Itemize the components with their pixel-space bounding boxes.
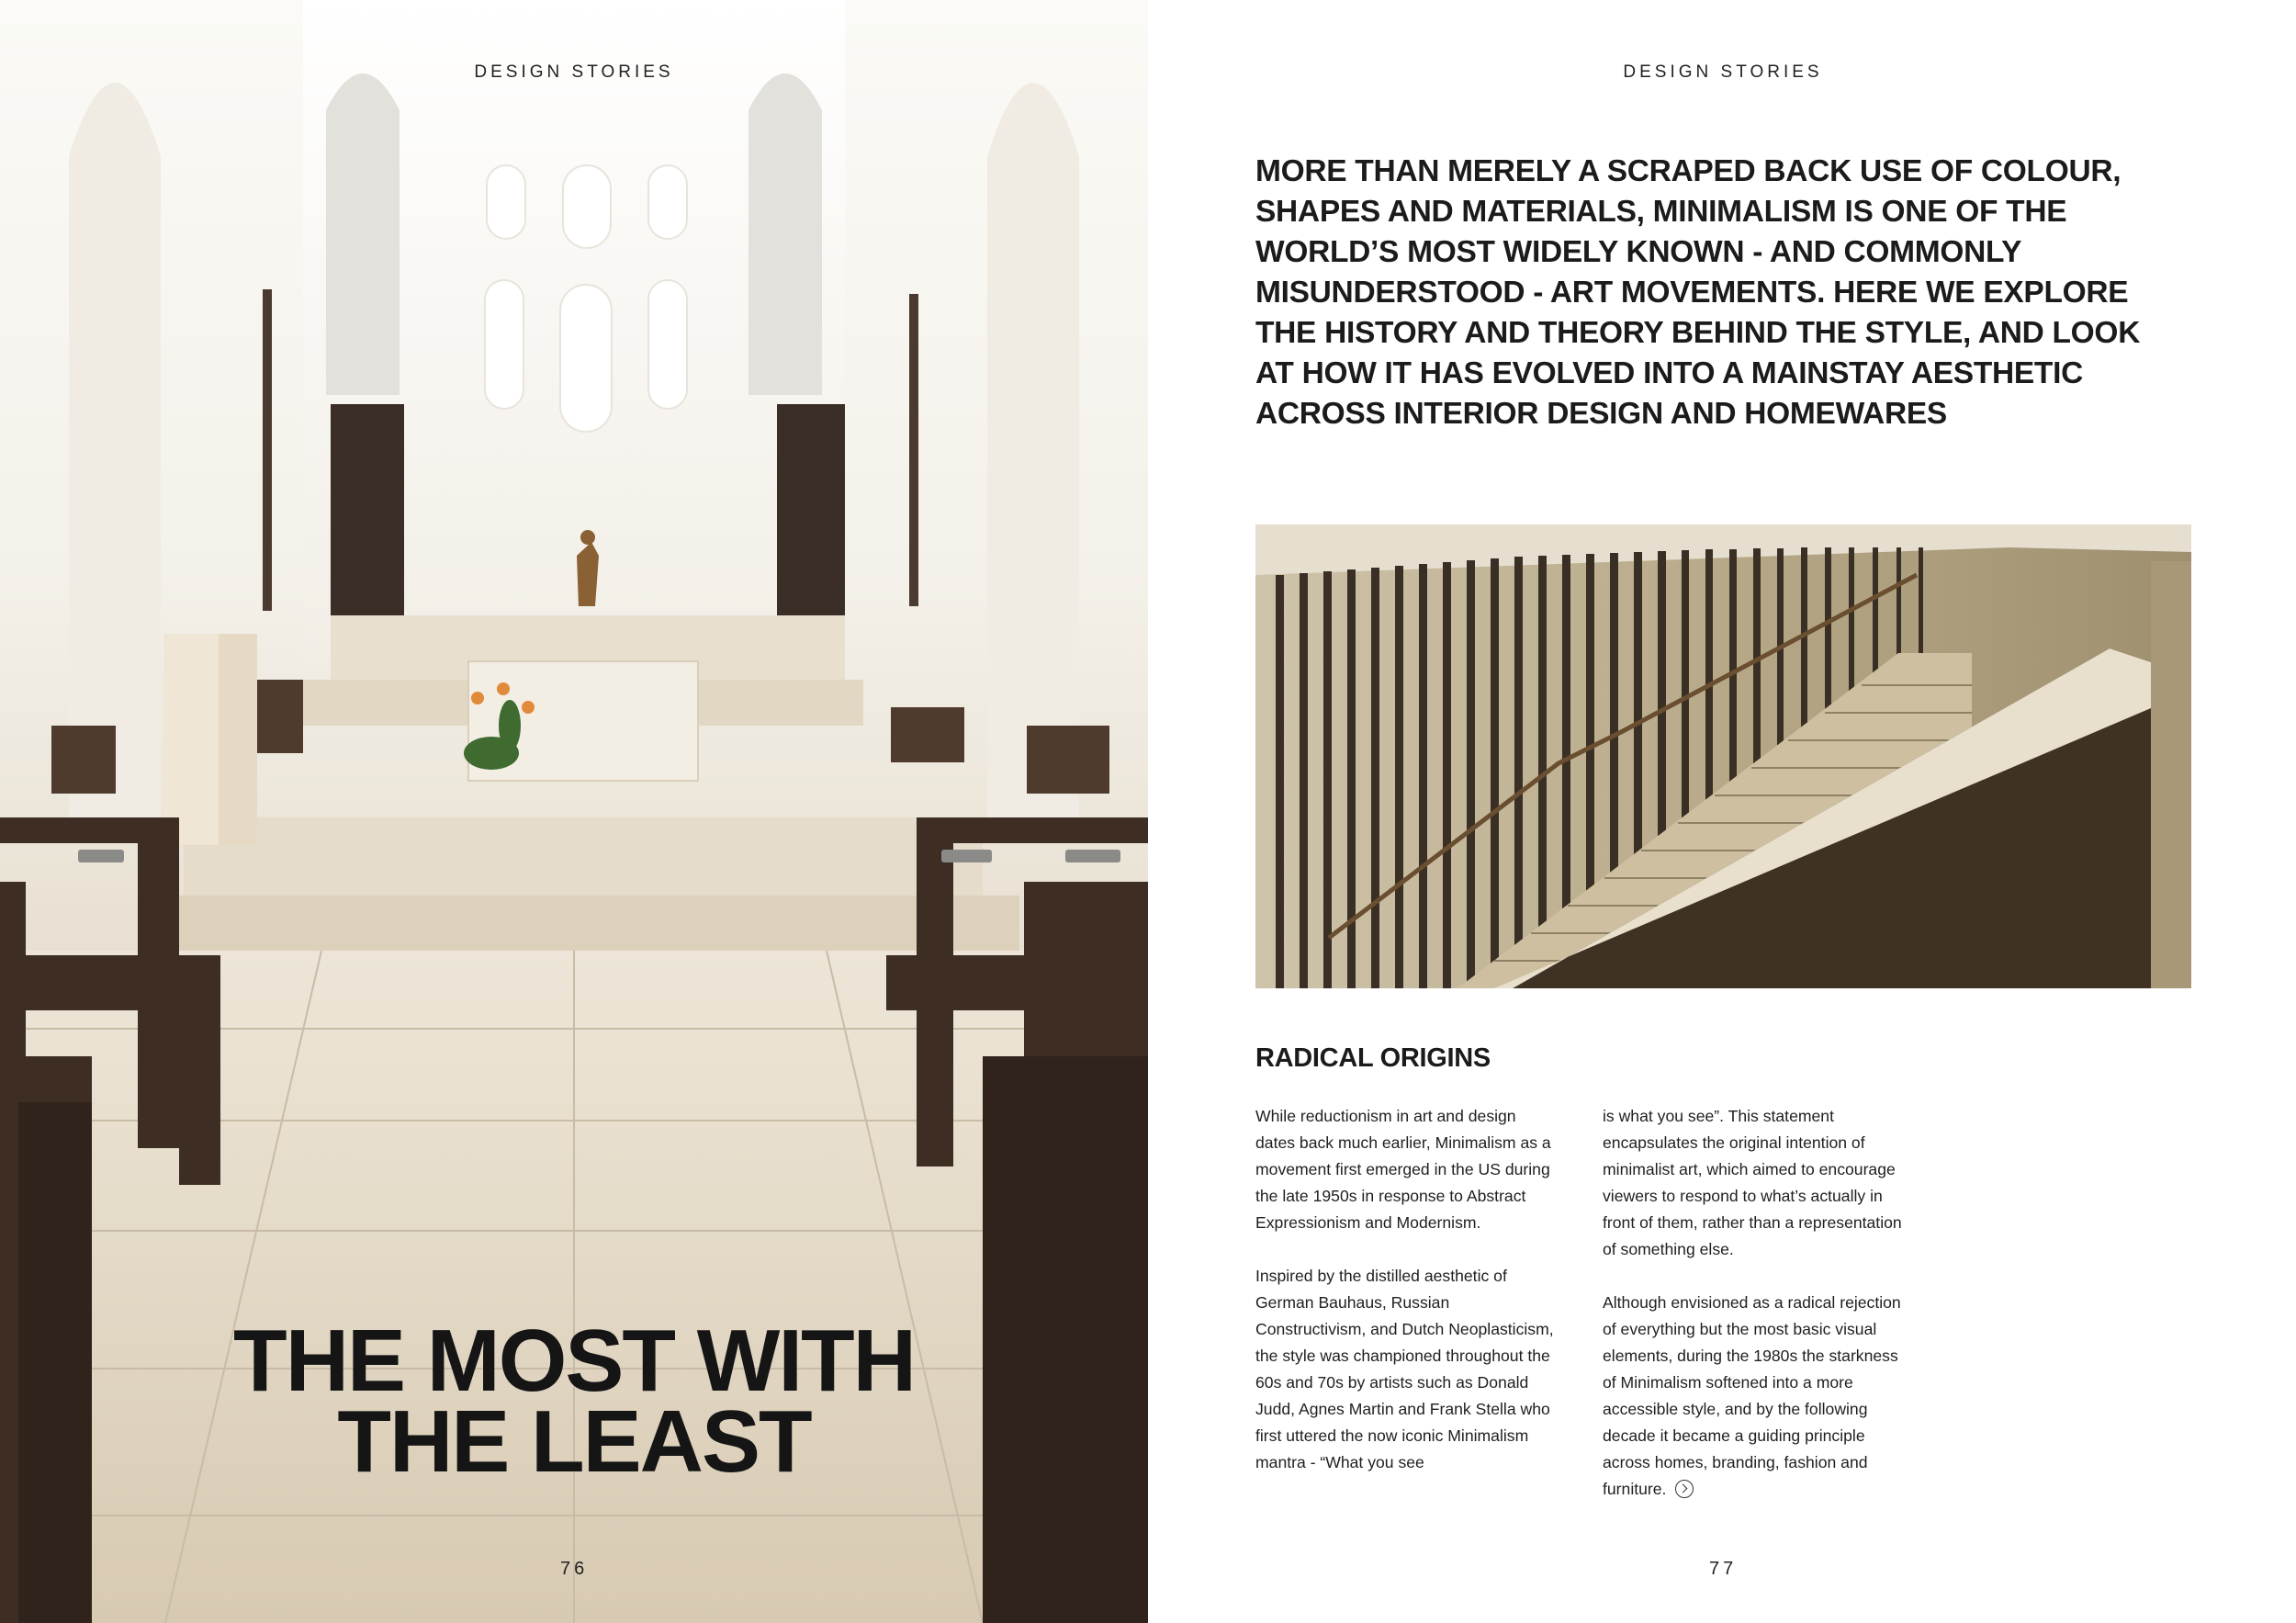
feature-title xyxy=(138,1312,1010,1491)
paragraph-text: Although envisioned as a radical rejection of everything but the most basic visual elements, during the 1980s the starkness of Minimalism softened into a more accessible style, and by the following decade it became a guiding principle across homes, branding, fashion and furniture. xyxy=(1603,1293,1901,1498)
paragraph: While reductionism in art and design dates back much earlier, Minimalism as a movement first emerged in the US during the late 1950s in response to Abstract Expressionism and Modernism. xyxy=(1255,1107,1551,1232)
section-heading: RADICAL ORIGINS xyxy=(1255,1043,1491,1073)
body-column-1 xyxy=(1255,1103,1559,1476)
staircase-photo xyxy=(1255,524,2191,988)
standfirst-intro: MORE THAN MERELY A SCRAPED BACK USE OF COLOUR, SHAPES AND MATERIALS, MINIMALISM IS ONE OF THE WORLD’S MOST WIDELY KNOWN - AND COMMONLY MISUNDERSTOOD - ART MOVEMENTS. HERE WE EXPLORE THE HISTORY AND THEORY BEHIND THE STYLE, AND LOOK AT HOW IT HAS EVOLVED INTO A MAINSTAY AESTHETIC ACROSS INTERIOR DESIGN AND HOMEWARES xyxy=(1255,154,2141,431)
running-head-right: DESIGN STORIES xyxy=(1623,62,1823,82)
page-number-left: 76 xyxy=(560,1559,589,1579)
body-column-2 xyxy=(1603,1103,1906,1503)
paragraph: Inspired by the distilled aesthetic of German Bauhaus, Russian Constructivism, and Dutch Neoplasticism, the style was championed throughout the 60s and 70s by artists such as Donald Judd, Agnes Martin and Frank Stella who first uttered the now iconic Minimalism mantra - “What you see xyxy=(1255,1267,1554,1471)
paragraph-final xyxy=(1603,1290,1906,1503)
chevron-right-circle-icon xyxy=(1675,1480,1694,1498)
feature-title-line-2: THE LEAST xyxy=(337,1392,811,1491)
running-head-left: DESIGN STORIES xyxy=(474,62,674,82)
page-number-right: 77 xyxy=(1709,1559,1738,1579)
feature-title-line-1: THE MOST WITH xyxy=(233,1312,915,1410)
paragraph: is what you see”. This statement encapsulates the original intention of minimalist art, which aimed to encourage viewers to respond to what’s actually in front of them, rather than a representation of something else. xyxy=(1603,1107,1902,1258)
